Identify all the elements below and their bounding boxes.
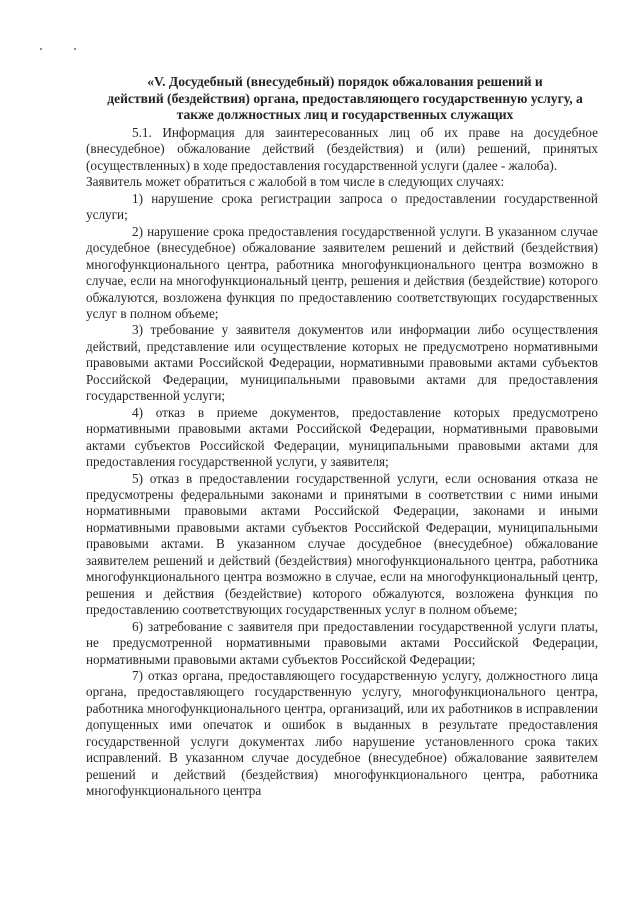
- list-item-6: 6) затребование с заявителя при предоставлении государственной услуги платы, не предусмотренной нормативными правовыми актами Российской Федерации, нормативными правовыми актами субъектов Российской Федерации;: [86, 618, 598, 667]
- paragraph-5-1: 5.1. Информация для заинтересованных лиц об их праве на досудебное (внесудебное) обжалование действий (бездействия) и (или) решений, принятых (осуществленных) в ходе предоставления государственной услуги (далее - жалоба).: [86, 125, 598, 173]
- list-item-5: 5) отказ в предоставлении государственной услуги, если основания отказа не предусмотрены федеральными законами и принятыми в соответствии с ними иными нормативными правовыми актами Российской Федерации, законами и иными нормативными правовыми актами субъектов Российской Федерации, муниципальными правовыми актами. В указанном случае досудебное (внесудебное) обжалование заявителем решений и действий (бездействия) многофункционального центра, работника многофункционального центра возможно в случае, если на многофункциональный центр, решения и действия (бездействие) которого обжалуются, возложена функция по предоставлению соответствующих государственных услуг в полном объеме;: [86, 470, 598, 618]
- paragraph-intro: Заявитель может обратиться с жалобой в том числе в следующих случаях:: [86, 174, 505, 190]
- scan-speck: [74, 48, 76, 50]
- list-item-7: 7) отказ органа, предоставляющего государственную услугу, должностного лица органа, предоставляющего государственную услугу, многофункционального центра, работника многофункционального центра, организаций, или их работников в исправлении допущенных ими опечаток и ошибок в выданных в результате предоставления государственной услуги документах либо нарушение установленного срока таких исправлений. В указанном случае досудебное (внесудебное) обжалование заявителем решений и действий (бездействия) многофункционального центра, работника многофункционального центра: [86, 667, 598, 799]
- list-item-4: 4) отказ в приеме документов, предоставление которых предусмотрено нормативными правовыми актами Российской Федерации, нормативными правовыми актами субъектов Российской Федерации, муниципальными правовыми актами для предоставления государственной услуги, у заявителя;: [86, 404, 598, 470]
- heading-line: также должностных лиц и государственных служащих: [176, 107, 514, 122]
- list-item-2: 2) нарушение срока предоставления государственной услуги. В указанном случае досудебное (внесудебное) обжалование заявителем решений и действий (бездействия) многофункционального центра, работника многофункционального центра возможно в случае, если на многофункциональный центр, решения и действия (бездействие) которого обжалуются, возложена функция по предоставлению соответствующих государственных услуг в полном объеме;: [86, 223, 598, 321]
- list-item-3: 3) требование у заявителя документов или информации либо осуществления действий, представление или осуществление которых не предусмотрено нормативными правовыми актами Российской Федерации, нормативными правовыми актами субъектов Российской Федерации, муниципальными правовыми актами для предоставления государственной услуги;: [86, 322, 598, 404]
- section-heading: [80, 74, 610, 124]
- heading-line: «V. Досудебный (внесудебный) порядок обжалования решений и: [147, 74, 543, 89]
- scan-speck: [40, 48, 42, 50]
- document-body: [86, 125, 598, 800]
- heading-line: действий (бездействия) органа, предоставляющего государственную услугу, а: [107, 90, 583, 106]
- list-item-1: 1) нарушение срока регистрации запроса о предоставлении государственной услуги;: [86, 190, 598, 223]
